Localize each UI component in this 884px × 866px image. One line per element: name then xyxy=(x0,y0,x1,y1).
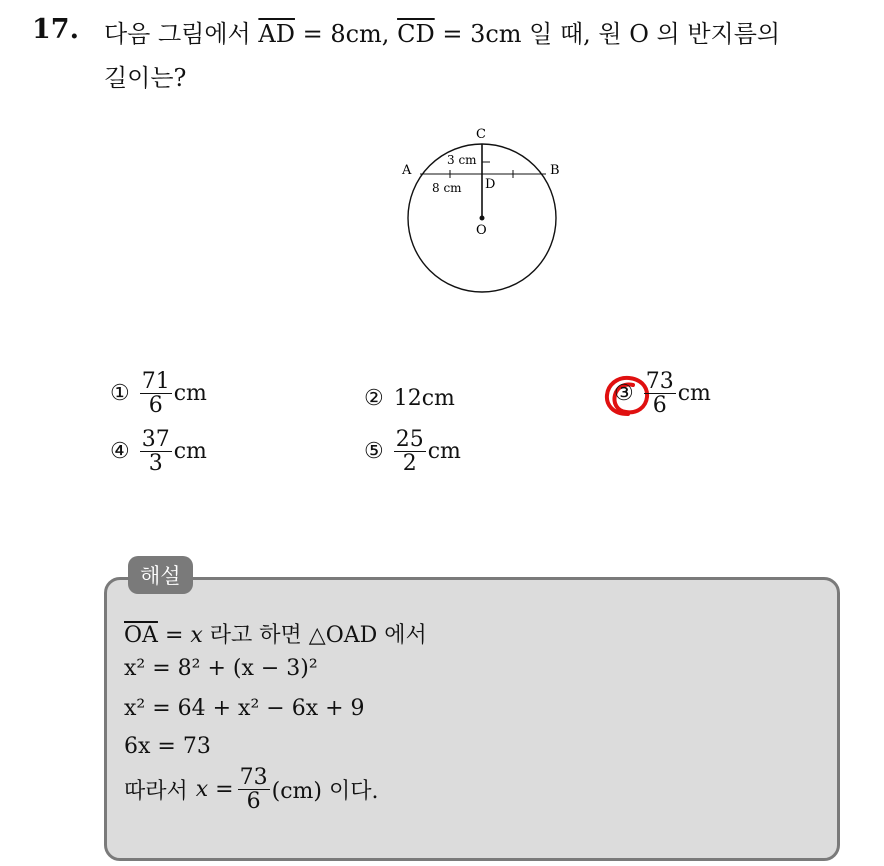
choice-2-text: 12cm xyxy=(393,386,455,411)
question-text-c: = 3cm 일 때, 원 O 의 반지름의 xyxy=(442,20,781,48)
segment-ad: $\overline{AD}$ xyxy=(258,20,295,48)
label-cd-length: 3 cm xyxy=(447,153,477,167)
solution-line-3: x² = 64 + x² − 6x + 9 xyxy=(124,696,365,721)
label-c: C xyxy=(476,127,486,142)
solution-line-5: 따라서 x = $\frac{73}{6}$ (cm) 이다. xyxy=(124,765,379,815)
choice-4-unit: cm xyxy=(173,439,207,465)
label-d: D xyxy=(485,177,496,192)
choice-3-unit: cm xyxy=(677,381,711,407)
choice-5-mark: ⑤ xyxy=(364,439,384,465)
choice-4-fraction: $\frac{37}{3}$ xyxy=(141,427,170,477)
choice-1-fraction: $\frac{71}{6}$ xyxy=(141,369,170,419)
choice-1-unit: cm xyxy=(173,381,207,407)
label-a: A xyxy=(402,163,412,178)
choice-2-mark: ② xyxy=(364,386,384,411)
solution-line-1: $\overline{OA} = x$ 라고 하면 △OAD 에서 xyxy=(124,623,427,648)
solution-fraction: $\frac{73}{6}$ xyxy=(239,765,268,815)
choice-3-mark: ③ xyxy=(614,381,634,407)
solution-line-2: x² = 8² + (x − 3)² xyxy=(124,656,318,681)
choice-5-unit: cm xyxy=(427,439,461,465)
label-b: B xyxy=(550,163,560,178)
center-dot xyxy=(480,216,485,221)
choice-5[interactable] xyxy=(364,428,461,475)
choice-4[interactable] xyxy=(110,428,207,475)
question-number: 17. xyxy=(32,14,79,45)
choice-2[interactable] xyxy=(364,386,455,411)
segment-oa: $\overline{OA}$ xyxy=(124,623,158,648)
choice-4-mark: ④ xyxy=(110,439,130,465)
label-ad-length: 8 cm xyxy=(432,181,462,195)
choice-5-fraction: $\frac{25}{2}$ xyxy=(395,427,424,477)
solution-tag: 해설 xyxy=(128,556,193,594)
segment-cd: $\overline{CD}$ xyxy=(397,20,435,48)
solution-line-4: 6x = 73 xyxy=(124,734,211,759)
question-line-1 xyxy=(104,14,780,49)
question-text-a: 다음 그림에서 xyxy=(104,20,251,48)
choice-3-fraction: $\frac{73}{6}$ xyxy=(645,369,674,419)
question-text-b: = 8cm, xyxy=(302,20,390,48)
choice-1[interactable] xyxy=(110,370,207,417)
circle-figure xyxy=(390,120,580,300)
label-o: O xyxy=(476,223,487,238)
choice-1-mark: ① xyxy=(110,381,130,407)
question-line-2: 길이는? xyxy=(104,64,187,92)
choice-3[interactable] xyxy=(614,370,711,417)
